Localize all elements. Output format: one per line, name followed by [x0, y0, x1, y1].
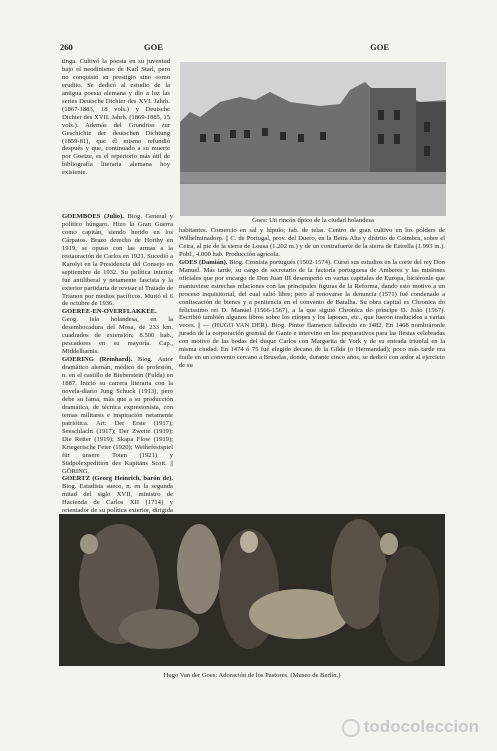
entry-head: GOEMBOES (Julio). — [62, 213, 124, 220]
left-top-paragraph: tinga. Cultivó la poesía en su juventud bajo el neodinismo de Karl Starl, pero no conquistó su prestigio sino como erudito. Se dedicó al estudio de la antigua poesía alemana y dio a luz las series Deutsche Dichter des XVI. Jahrh. (1867-1883, 18 vols.) y Deutsche Dichter des XVII. Jahrh. (1869-1885, 15 vols.). Además del Grundriss zur Geschichte der deutschen Dichtung (1859-81), que él mismo refundió después y que, continuado a su muerte por Goetze, es el repertorio más útil de bibliografía literaria alemana hoy existente. — [62, 58, 170, 177]
watermark — [342, 717, 479, 737]
city-photo-image — [180, 62, 446, 216]
entry-goeree — [62, 308, 173, 356]
watermark-text: todocoleccion — [363, 717, 479, 736]
page-header — [60, 42, 447, 54]
entry-head: GOEREE-EN-OVERFLAKKEE. — [62, 308, 157, 316]
entry-goes-damian — [179, 259, 445, 370]
city-photo — [180, 62, 446, 216]
goes-continuation: habitantes. Comercio en sal y lúpulo; fab. de telas. Centro de gran cultivo en los pólders de Wilhelminadorp. || C. de Portugal, prov. del Duero, en la Beira Alta y distrito de Coimbra, sobre el Ceira, al pie de la sierra de Lousa (1.202 m.) y de un contrafuerte de la sierra de Estrella (1.993 m.). Pobl., 4.000 hab. Producción agrícola. — [179, 227, 445, 258]
entry-body: Biog. General y político húngaro. Hizo la Gran Guerra como capitán, siendo herido en los Cárpatos. Brazo derecho de Horthy en 1919, se opuso con las armas a la restauración de Carlos en 1921. Sucedió a Karolyi en la Presidencia del Consejo en septiembre de 1932. Su política interior fué antiliberal y netamente fascista y la exterior partidaria de revisar el Tratado de Trianon por medios pacíficos. Murió el 6 de octubre de 1936. — [62, 213, 173, 308]
entry-body: Biog. Autor dramático alemán, médico de profesión, n. en el castillo de Bieberstein (Fulda) en 1887. Inició su carrera literaria con la novela-diario Jung Schuck (1913), pero debe su fama, más que a su producción dramática, de técnica expresionista, con temas militares e inspiración netamente patriótica. Art: Der Erste (1917); Seeschlacht (1917); Der Zweite (1919); Die Retter (1919); Skapa Flow (1919); Kriegerische Feier (1920); Weihefestspiel für unsere Toten (1921) y Südpolexpedition des Kapitäns Scott. || GÖRING. — [62, 356, 174, 475]
entry-head: GOERTZ (Georg Heinrich, barón de). — [62, 475, 173, 483]
entry-body: Biog. Cronista portugués (1502-1574). Cursó sus estudios en la corte del rey Don Manuel. Más tarde, su cargo de secretario de la factoría portuguesa de Amberes y las misiones oficiales que por encargo de Don Juan III desempeñó en varias capitales de Europa, hiciéronle que mantuviese estrechas relaciones con las principales figuras de la Reforma, dando esto motivo a un proceso inquisitorial, del cual salió libre; pero al renovarse la denuncia (1571) fué condenado a confiscación de bienes y a penitencia en el convento de Batalha. Su obra capital es Chronica do felicissimo rei D. Manuel (1566-1567), a la que siguió Chronica do príncipe D. João (1567). Escribió también algunos libros sobre los etíopes y los lapones, etc., que fueron traducidos a varias veces. || — (HUGO VAN DER). Biog. Pintor flamenco fallecido en 1482. En 1468 nombráronle jurado de la corporación gremial de Gante e intervino en los preparativos para las fiestas celebradas con motivo de las bodas del duque Carlos con Margarita de York y de su entrada triunfal en la misma ciudad. En 1474 ó 75 fué elegido decano de la Gilda (o Hermandad); poco más tarde era fraile en un convento cercano a Bruselas, donde, durante cinco años, se dedicó con ardor al ejercicio de su — [179, 258, 445, 370]
watermark-icon — [342, 719, 360, 737]
left-top-text — [62, 58, 170, 177]
entry-head: GOERING (Reinhard). — [62, 356, 133, 364]
city-photo-caption: Goes: Un rincón típico de la ciudad holandesa — [252, 217, 374, 224]
painting-image — [59, 514, 445, 666]
entry-goering — [62, 356, 173, 475]
header-right-word: GOE — [370, 42, 389, 52]
header-left-word: GOE — [144, 42, 163, 52]
page-number: 260 — [60, 42, 73, 52]
entry-head: GOES (Damián). — [179, 258, 228, 266]
entry-goemboes — [62, 213, 173, 308]
right-main-text — [179, 227, 445, 370]
entry-body: Geog. Isla holandesa, en la desembocadura del Mosa, de 233 km. cuadrados de extensión; 8.500 hab., pescadores en su mayoría. Cap., Middelharnis. — [62, 316, 173, 356]
painting-caption: Hugo Van der Goes: Adoración de los Pastores. (Museo de Berlín.) — [163, 672, 341, 679]
painting-photo — [59, 514, 445, 666]
left-main-text — [62, 213, 173, 563]
entry-body: Biog. Estadista sueco, n. en la segunda mitad del siglo XVII, ministro de Hacienda de Carlos XII (1714) y orientador de su política exterior, dirigida — [62, 483, 173, 515]
